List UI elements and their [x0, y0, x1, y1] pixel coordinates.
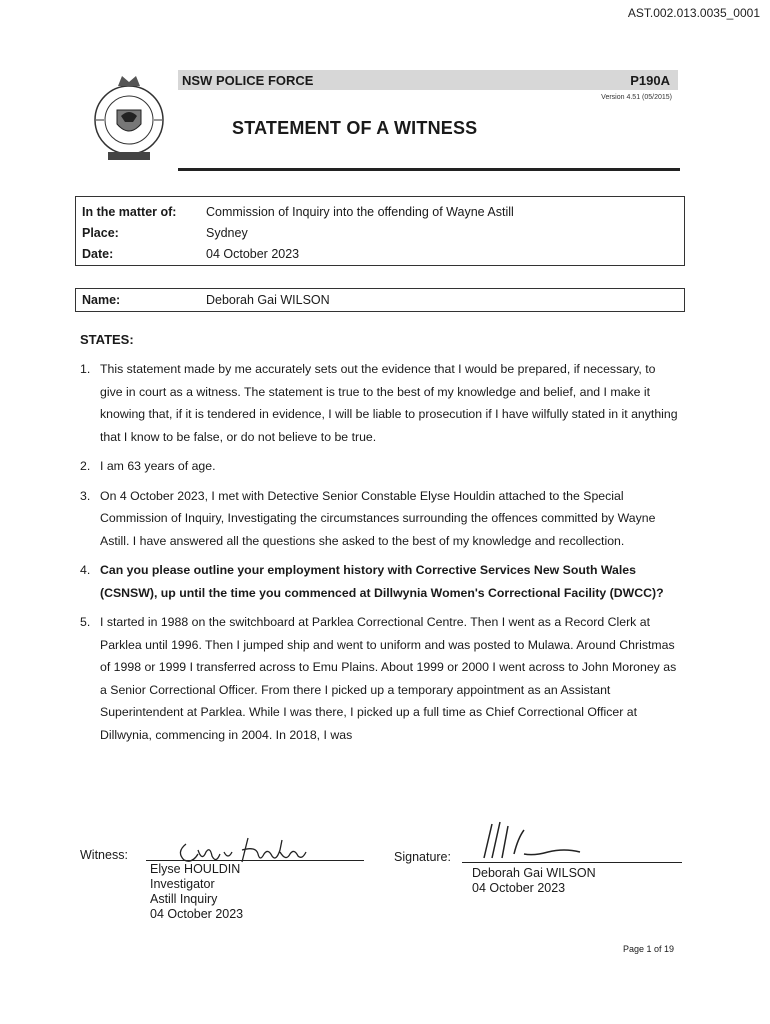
paragraph-number: 2.: [80, 459, 91, 473]
paragraph-text: I am 63 years of age.: [100, 459, 216, 473]
form-version: Version 4.51 (05/2015): [601, 94, 672, 101]
date-row: [82, 243, 684, 264]
place-row: [82, 222, 684, 243]
witness-name: Elyse HOULDIN: [150, 862, 241, 876]
statement-body: [80, 358, 680, 753]
witness-date: 04 October 2023: [150, 907, 244, 921]
page-title: STATEMENT OF A WITNESS: [232, 118, 478, 138]
witness-details: [150, 862, 243, 922]
paragraph-1: [80, 358, 680, 448]
paragraph-text: This statement made by me accurately sets out the evidence that I would be prepared, if necessary, to give in court as a witness. The statement is true to the best of my knowledge and belief, and I make it knowing that, if it is tendered in evidence, I will be liable to prosecution if I have wilfully stated in it anything that I know to be false, or do not believe to be true.: [100, 362, 678, 444]
org-name: NSW POLICE FORCE: [182, 72, 314, 88]
paragraph-text: Can you please outline your employment history with Corrective Services New South Wales (CSNSW), up until the time you commenced at Dillwynia Women's Correctional Facility (DWCC)?: [100, 563, 664, 600]
paragraph-text: On 4 October 2023, I met with Detective Senior Constable Elyse Houldin attached to the Special Commission of Inquiry, Investigating the circumstances surrounding the offences committed by Wayne Astill. I have answered all the questions she asked to the best of my knowledge and recollection.: [100, 488, 656, 548]
header-band: [178, 70, 678, 90]
nsw-police-crest-icon: [88, 72, 170, 164]
paragraph-3: [80, 485, 680, 553]
signatory-date: 04 October 2023: [472, 881, 566, 895]
name-label: Name:: [82, 293, 121, 307]
witness-label: Witness:: [80, 848, 128, 862]
witness-role: Investigator: [150, 877, 215, 891]
date-label: Date:: [82, 246, 114, 261]
place-label: Place:: [82, 225, 119, 240]
paragraph-number: 5.: [80, 615, 91, 629]
paragraph-5: [80, 611, 680, 746]
paragraph-number: 1.: [80, 362, 91, 376]
paragraph-4-question: [80, 559, 680, 604]
matter-row: [82, 201, 684, 222]
title-divider: [178, 168, 680, 171]
date-value: 04 October 2023: [206, 246, 300, 261]
name-value: Deborah Gai WILSON: [206, 293, 330, 307]
paragraph-2: [80, 455, 680, 478]
witness-signature-line: [146, 860, 364, 861]
place-value: Sydney: [206, 225, 248, 240]
paragraph-number: 4.: [80, 563, 91, 577]
signature-line: [462, 862, 682, 863]
matter-label: In the matter of:: [82, 204, 177, 219]
document-id: AST.002.013.0035_0001: [627, 6, 760, 20]
signature-label: Signature:: [394, 850, 451, 864]
states-heading: STATES:: [80, 332, 134, 347]
name-box: [75, 288, 685, 312]
paragraph-number: 3.: [80, 488, 91, 503]
signatory-signature: [474, 818, 584, 864]
form-code: P190A: [630, 72, 670, 88]
signatory-details: [472, 866, 596, 896]
signatory-name: Deborah Gai WILSON: [472, 866, 596, 880]
matter-value: Commission of Inquiry into the offending of Wayne Astill: [206, 204, 514, 219]
witness-org: Astill Inquiry: [150, 892, 218, 906]
paragraph-text: I started in 1988 on the switchboard at Parklea Correctional Centre. Then I went as a Record Clerk at Parklea until 1996. Then I jumped ship and went to uniform and was posted to Mulawa. Around Christmas of 1998 or 1999 I transferred across to Emu Plains. About 1999 or 2000 I went across to John Moroney as a Senior Correctional Officer. From there I picked up a temporary appointment as an Assistant Superintendent at Parklea. While I was there, I picked up a full time as Chief Correctional Officer at Dillwynia, commencing in 2004. In 2018, I was: [100, 615, 677, 742]
page-number: Page 1 of 19: [622, 944, 674, 954]
matter-box: [75, 196, 685, 266]
